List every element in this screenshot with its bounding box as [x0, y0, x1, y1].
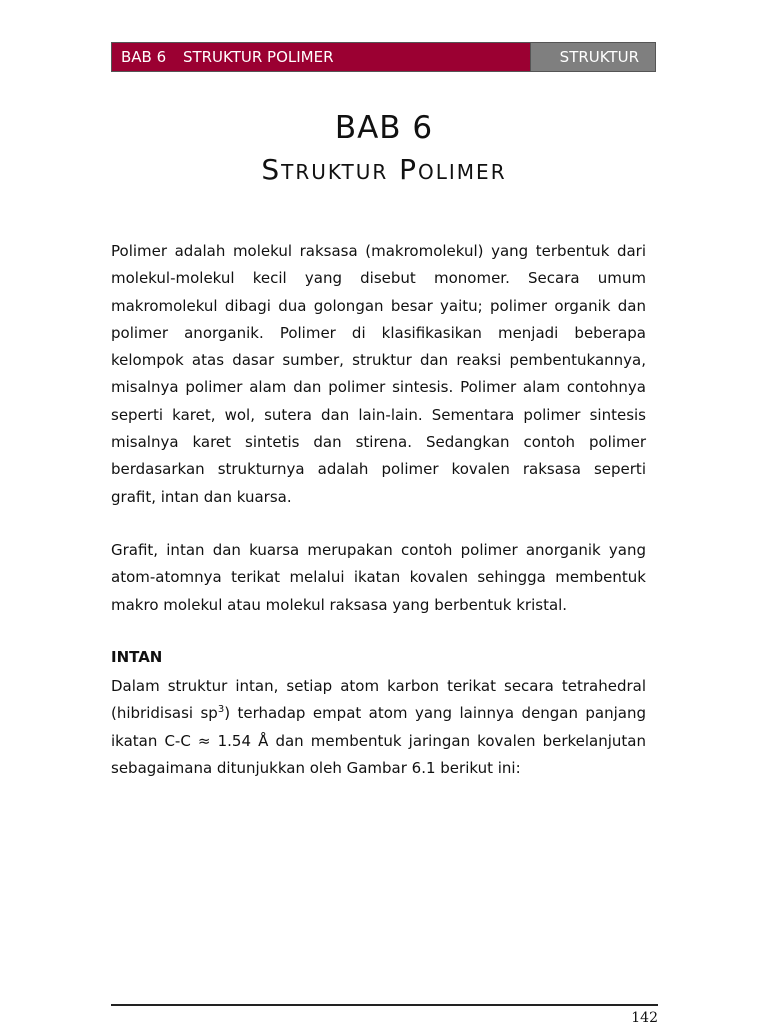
chapter-number: BAB 6: [334, 110, 434, 146]
page-number: 142: [631, 1010, 658, 1026]
header-chapter-label: BAB 6: [121, 48, 167, 66]
header-section-label: STRUKTUR: [531, 43, 655, 71]
chapter-title: Struktur Polimer: [261, 153, 507, 186]
header-chapter: [112, 43, 531, 71]
footer-divider: [111, 1004, 658, 1006]
header-chapter-title: STRUKTUR POLIMER: [182, 48, 334, 66]
paragraph-intan: [111, 673, 646, 782]
section-heading-intan: INTAN: [111, 648, 163, 666]
paragraph-intan-text-2: ) terhadap empat atom yang lainnya dengan panjang ikatan C-C ≈ 1.54 Å dan membentuk jaringan kovalen berkelanjutan sebagaimana ditunjukkan oleh Gambar 6.1 berikut ini:: [111, 704, 647, 777]
paragraph-intan-text-1: Dalam struktur intan, setiap atom karbon terikat secara tetrahedral (hibridisasi sp: [111, 677, 646, 723]
paragraph-examples: Grafit, intan dan kuarsa merupakan contoh polimer anorganik yang atom-atomnya terikat melalui ikatan kovalen sehingga membentuk makro molekul atau molekul raksasa yang berbentuk kristal.: [111, 541, 646, 614]
paragraph-intro: Polimer adalah molekul raksasa (makromolekul) yang terbentuk dari molekul-molekul kecil yang disebut monomer. Secara umum makromolekul dibagi dua golongan besar yaitu; polimer organik dan polimer anorganik. Polimer di klasifikasikan menjadi beberapa kelompok atas dasar sumber, struktur dan reaksi pembentukannya, misalnya polimer alam dan polimer sintesis. Polimer alam contohnya seperti karet, wol, sutera dan lain-lain. Sementara polimer sintesis misalnya karet sintetis dan stirena. Sedangkan contoh polimer berdasarkan strukturnya adalah polimer kovalen raksasa seperti grafit, intan dan kuarsa.: [111, 242, 646, 506]
superscript-3: 3: [217, 704, 225, 716]
running-header: [111, 42, 656, 72]
